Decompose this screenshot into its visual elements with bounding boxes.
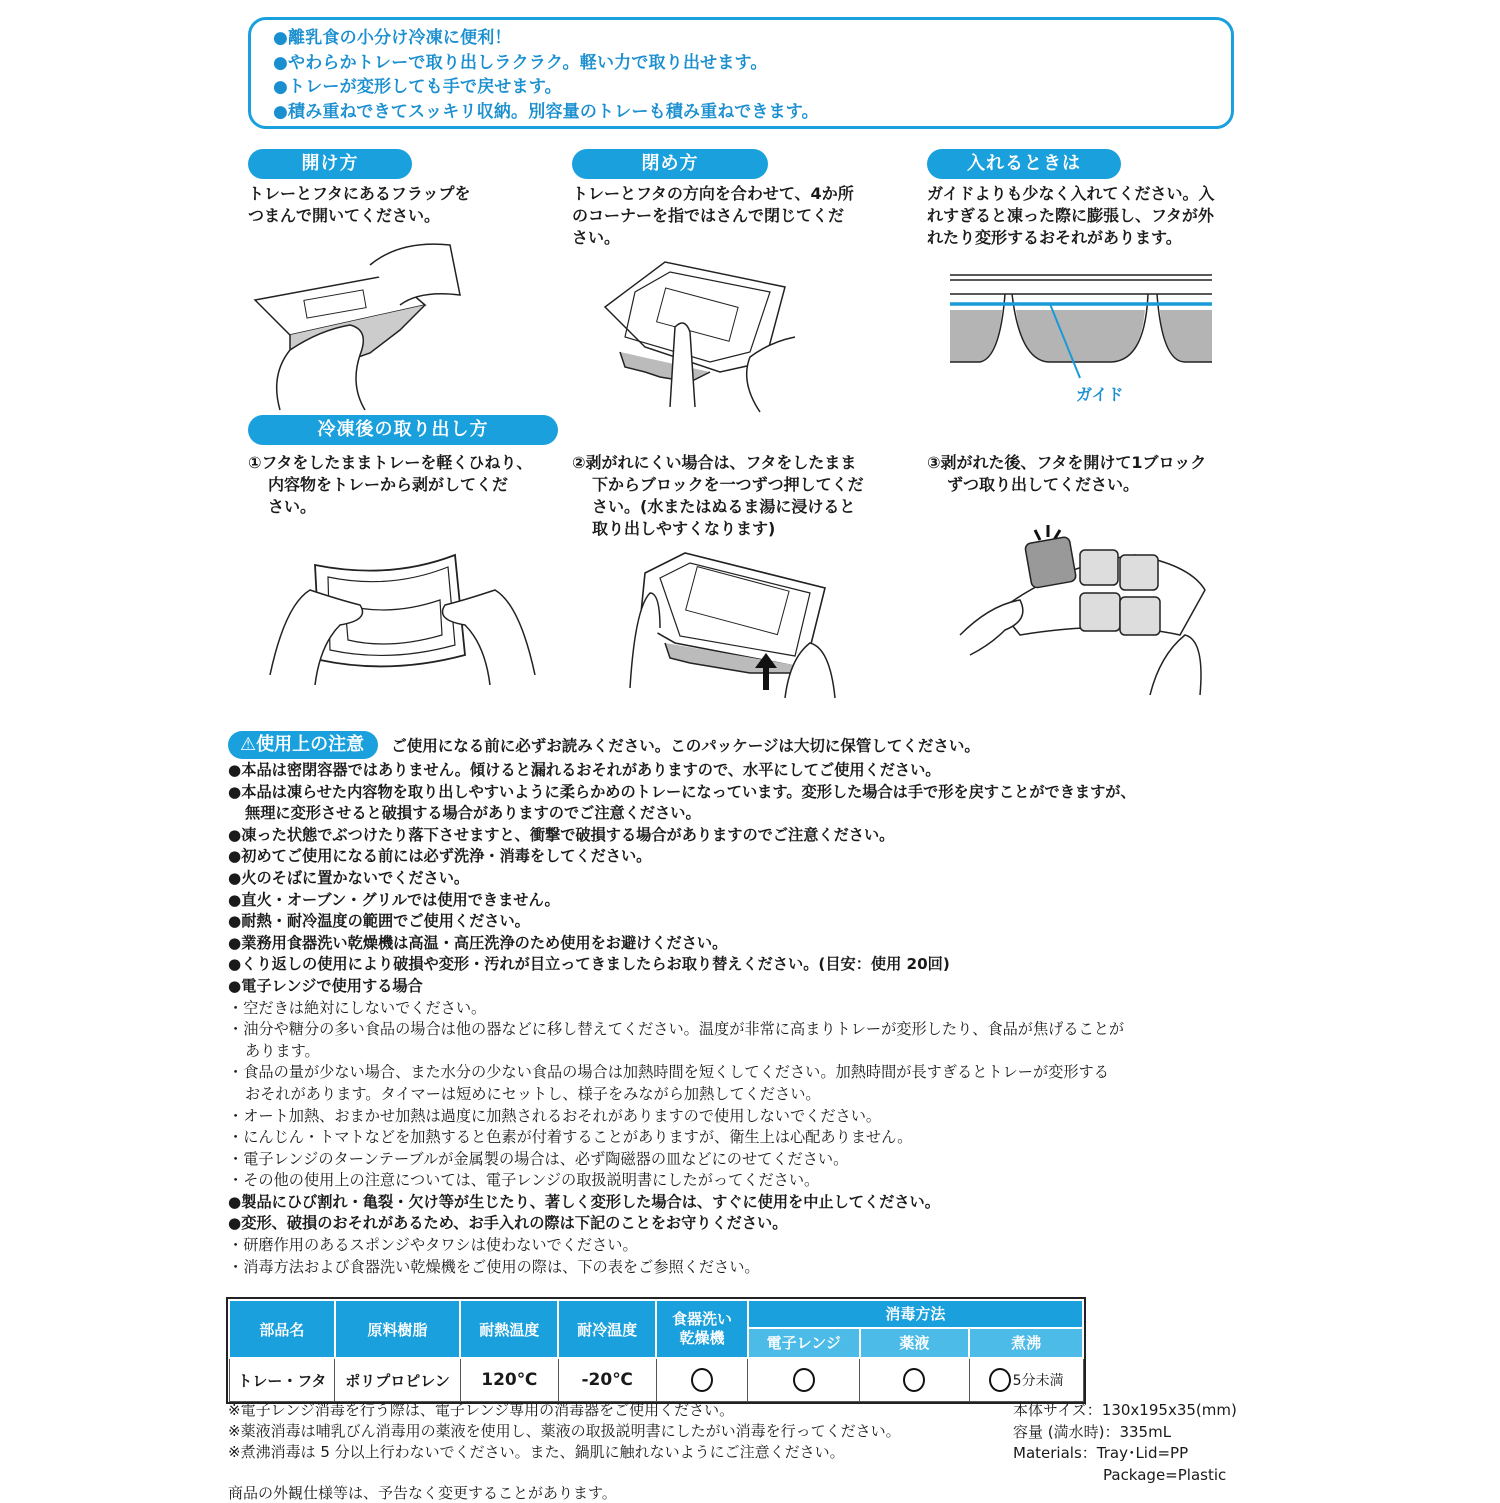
caution-item: ●凍った状態でぶつけたり落下させますと、衝撃で破損する場合がありますのでご注意ください。 — [228, 825, 895, 844]
footnote: ※電子レンジ消毒を行う際は、電子レンジ専用の消毒器をご使用ください。 — [228, 1401, 735, 1419]
caution-item: ●業務用食器洗い乾燥機は高温・高圧洗浄のため使用をお避けください。 — [228, 933, 728, 952]
step-text: 下からブロックを一つずつ押してくだ — [592, 475, 864, 494]
th-disinfect: 消毒方法 — [748, 1300, 1083, 1328]
step-text: さい。(水またはぬるま湯に浸けると — [592, 497, 856, 516]
product-spec — [1013, 1400, 1237, 1486]
step-text: ①フタをしたままトレーを軽くひねり、 — [248, 453, 533, 472]
footnotes — [228, 1400, 901, 1463]
cell-part: トレー・フタ — [229, 1358, 335, 1402]
feature-bullet: ●積み重ねできてスッキリ収納。別容量のトレーも積み重ねできます。 — [273, 101, 819, 122]
caution-item: ●直火・オーブン・グリルでは使用できません。 — [228, 890, 560, 909]
caution-item: ・研磨作用のあるスポンジやタワシは使わないでください。 — [228, 1236, 638, 1255]
step-text: ③剥がれた後、フタを開けて1ブロック — [927, 453, 1207, 472]
push-illustration — [620, 548, 870, 698]
disclaimer: 商品の外観仕様等は、予告なく変更することがあります。 — [228, 1484, 617, 1502]
removal-heading: 冷凍後の取り出し方 — [248, 415, 558, 445]
caution-item: ・空だきは絶対にしないでください。 — [228, 998, 487, 1017]
cell-chemical — [860, 1358, 970, 1402]
product-capacity: 容量 (満水時)：335mL — [1013, 1422, 1172, 1441]
caution-item: 無理に変形させると破損する場合がありますのでご注意ください。 — [245, 804, 701, 823]
caution-item: ・油分や糖分の多い食品の場合は他の器などに移し替えてください。温度が非常に高まりトレーが変形したり、食品が焦げることが — [228, 1020, 1125, 1039]
th-dishwasher: 食器洗い 乾燥機 — [656, 1300, 748, 1358]
open-instructions: トレーとフタにあるフラップを つまんで開いてください。 — [248, 184, 471, 225]
open-illustration — [250, 235, 450, 410]
caution-item: おそれがあります。タイマーは短めにセットし、様子をみながら加熱してください。 — [245, 1084, 821, 1103]
removal-step-3 — [927, 452, 1206, 496]
removal-step-2 — [572, 452, 864, 540]
caution-heading — [228, 731, 378, 759]
cell-boil — [969, 1358, 1083, 1402]
caution-item: ●初めてご使用になる前には必ず洗浄・消毒をしてください。 — [228, 847, 652, 866]
th-cold: 耐冷温度 — [558, 1300, 656, 1358]
guide-label: ガイド — [1076, 385, 1124, 404]
close-heading: 閉め方 — [572, 149, 768, 179]
footnote: ※薬液消毒は哺乳びん消毒用の薬液を使用し、薬液の取扱説明書にしたがい消毒を行ってください。 — [228, 1422, 901, 1440]
step-text: 内容物をトレーから剥がしてくだ — [268, 475, 509, 494]
block-removal-illustration — [960, 525, 1210, 695]
boil-note: 5分未満 — [1012, 1373, 1064, 1389]
caution-item: ●本品は密閉容器ではありません。傾けると漏れるおそれがありますので、水平にしてご使用ください。 — [228, 761, 941, 779]
caution-item: ●本品は凍らせた内容物を取り出しやすいように柔らかめのトレーになっています。変形した場合は手で形を戻すことができますが、 — [228, 782, 1136, 801]
cell-cold: -20℃ — [558, 1358, 656, 1402]
step-text: さい。 — [268, 497, 317, 516]
ok-circle-icon — [793, 1368, 815, 1392]
feature-bullet: ●離乳食の小分け冷凍に便利！ — [273, 28, 512, 48]
twist-illustration — [270, 545, 530, 685]
caution-header — [228, 731, 980, 759]
table-row — [229, 1358, 1083, 1402]
caution-item: ・オート加熱、おまかせ加熱は過度に加熱されるおそれがありますので使用しないでください。 — [228, 1106, 882, 1125]
ok-circle-icon — [989, 1368, 1011, 1392]
removal-step-1 — [248, 452, 532, 518]
product-size: 本体サイズ：130x195x35(mm) — [1013, 1401, 1237, 1419]
cell-dishwasher — [656, 1358, 748, 1402]
cell-microwave — [748, 1358, 860, 1402]
th-part: 部品名 — [229, 1300, 335, 1358]
caution-item: ・にんじん・トマトなどを加熱すると色素が付着することがありますが、衛生上は心配ありません。 — [228, 1128, 913, 1147]
caution-item: ・その他の使用上の注意については、電子レンジの取扱説明書にしたがってください。 — [228, 1171, 820, 1190]
caution-item: ●火のそばに置かないでください。 — [228, 868, 470, 887]
cell-material: ポリプロピレン — [335, 1358, 461, 1402]
feature-box — [248, 17, 1234, 129]
caution-lead: ご使用になる前に必ずお読みください。このパッケージは大切に保管してください。 — [391, 737, 980, 755]
fill-instructions: ガイドよりも少なく入れてください。入 れすぎると凍った際に膨張し、フタが外 れたり変形するおそれがあります。 — [927, 184, 1215, 247]
fill-heading: 入れるときは — [927, 149, 1121, 179]
footnote: ※煮沸消毒は 5 分以上行わないでください。また、鍋肌に触れないようにご注意ください。 — [228, 1443, 845, 1461]
caution-item: あります。 — [245, 1041, 320, 1060]
step-text: ずつ取り出してください。 — [947, 475, 1140, 494]
step-text: ②剥がれにくい場合は、フタをしたまま — [572, 453, 857, 472]
caution-title: 使用上の注意 — [256, 734, 365, 755]
caution-item: ●製品にひび割れ・亀裂・欠け等が生じたり、著しく変形した場合は、すぐに使用を中止してください。 — [228, 1192, 940, 1211]
feature-bullet: ●やわらかトレーで取り出しラクラク。軽い力で取り出せます。 — [273, 52, 768, 73]
caution-item: ・食品の量が少ない場合、また水分の少ない食品の場合は加熱時間を短くしてください。加熱時間が長すぎるとトレーが変形する — [228, 1063, 1109, 1082]
feature-bullet: ●トレーが変形しても手で戻せます。 — [273, 77, 562, 97]
warning-icon: ⚠ — [240, 734, 257, 755]
caution-item: ・電子レンジのターンテーブルが金属製の場合は、必ず陶磁器の皿などにのせてください。 — [228, 1149, 849, 1168]
cell-heat: 120℃ — [460, 1358, 558, 1402]
close-illustration — [600, 262, 800, 412]
spec-table — [228, 1299, 1084, 1402]
step-text: 取り出しやすくなります) — [592, 519, 776, 538]
close-instructions: トレーとフタの方向を合わせて、4か所 のコーナーを指ではさんで閉じてくだ さい。 — [572, 184, 854, 247]
th-microwave: 電子レンジ — [748, 1328, 860, 1358]
th-boil: 煮沸 — [969, 1328, 1083, 1358]
th-chemical: 薬液 — [860, 1328, 970, 1358]
caution-item: ・消毒方法および食器洗い乾燥機をご使用の際は、下の表をご参照ください。 — [228, 1257, 760, 1276]
product-package: Package=Plastic — [1103, 1465, 1227, 1484]
open-heading: 開け方 — [248, 149, 412, 179]
caution-item: ●くり返しの使用により破損や変形・汚れが目立ってきましたらお取り替えください。(目安：使用 20回) — [228, 955, 950, 974]
caution-item: ●変形、破損のおそれがあるため、お手入れの際は下記のことをお守りください。 — [228, 1214, 788, 1233]
ok-circle-icon — [691, 1368, 713, 1392]
caution-list — [228, 760, 1288, 1278]
caution-item: ●電子レンジで使用する場合 — [228, 976, 423, 995]
ok-circle-icon — [903, 1368, 925, 1392]
product-materials: Materials：Tray･Lid=PP — [1013, 1444, 1189, 1462]
caution-item: ●耐熱・耐冷温度の範囲でご使用ください。 — [228, 912, 530, 931]
th-material: 原料樹脂 — [335, 1300, 461, 1358]
th-heat: 耐熱温度 — [460, 1300, 558, 1358]
